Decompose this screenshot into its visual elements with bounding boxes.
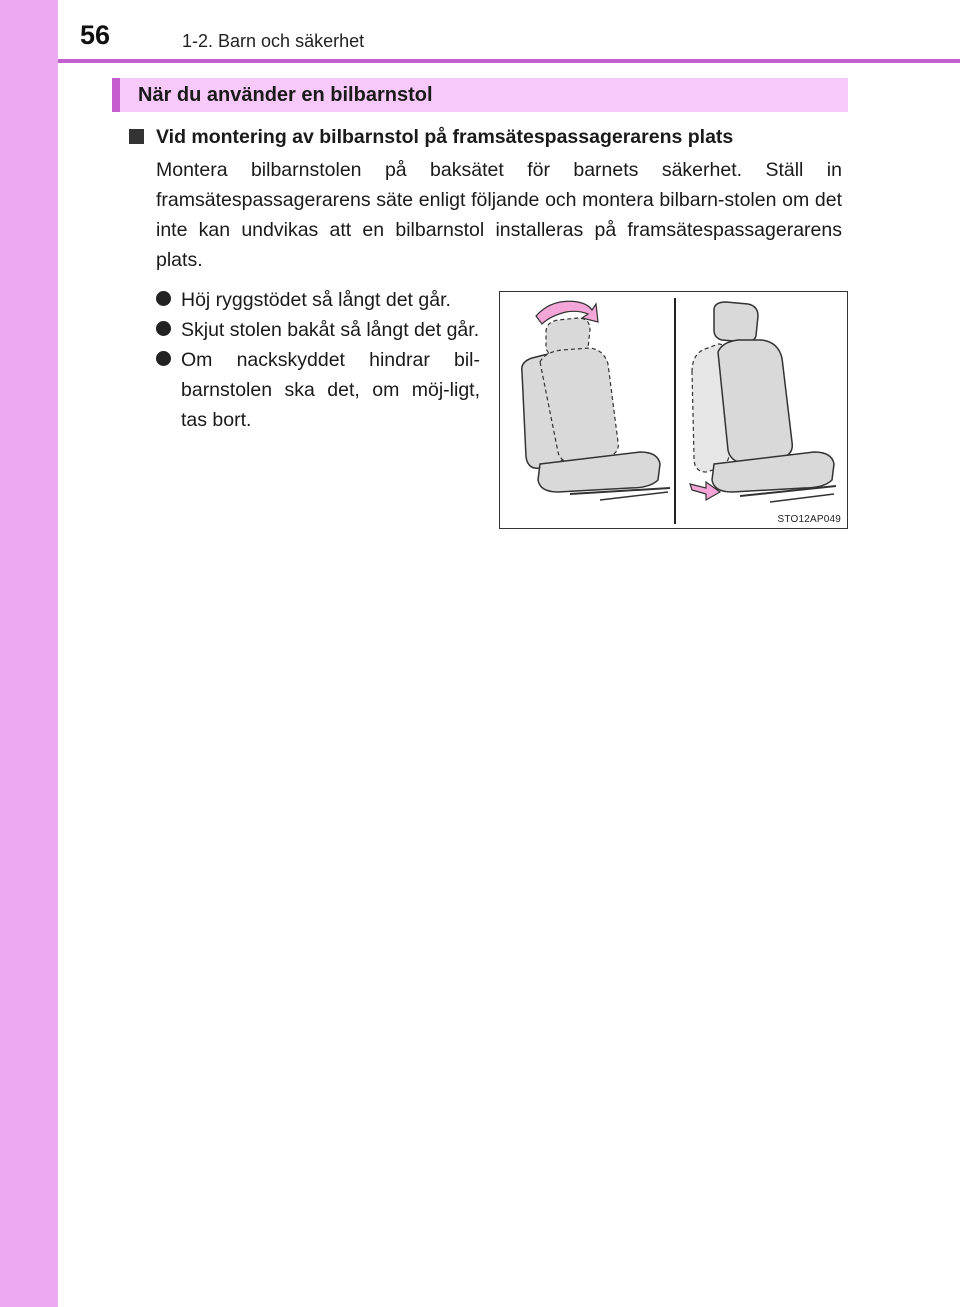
instruction-list: [156, 285, 480, 435]
list-item: [156, 315, 480, 345]
subsection-title: Vid montering av bilbarnstol på framsätespassagerarens plats: [156, 126, 734, 148]
section-heading-box: [112, 78, 848, 112]
headrest-shape-right: [714, 302, 758, 342]
round-bullet-icon: [156, 351, 171, 366]
list-item: [156, 285, 480, 315]
list-item: [156, 345, 480, 435]
seat-back-right: [718, 340, 792, 464]
seat-cushion-right: [712, 452, 834, 492]
running-head: 1-2. Barn och säkerhet: [182, 31, 365, 51]
header-rule: [58, 59, 960, 63]
right-seat-drawing: [690, 302, 836, 502]
seat-adjustment-illustration: [499, 291, 848, 529]
subsection-heading: [129, 126, 849, 149]
page-number: 56: [80, 20, 111, 50]
body-paragraph: Montera bilbarnstolen på baksätet för barnets säkerhet. Ställ in framsätespassagerarens säte enligt följande och montera bilbarn-stolen om det inte kan undvikas att en bilbarnstol installeras på framsätespassagerarens plats.: [156, 159, 842, 271]
round-bullet-icon: [156, 321, 171, 336]
seat-rail-lower: [600, 492, 668, 500]
left-seat-drawing: [522, 301, 670, 500]
seat-rail-right-lower: [770, 494, 834, 502]
list-item-text: Om nackskyddet hindrar bil-barnstolen ska det, om möj-ligt, tas bort.: [181, 349, 480, 431]
list-item-text: Höj ryggstödet så långt det går.: [181, 289, 451, 311]
seat-illustration-svg: [500, 292, 846, 527]
figure-code: STO12AP049: [777, 514, 841, 525]
round-bullet-icon: [156, 291, 171, 306]
side-tab-bar: [0, 0, 58, 1307]
section-title: När du använder en bilbarnstol: [138, 84, 433, 106]
square-bullet-icon: [129, 129, 144, 144]
list-item-text: Skjut stolen bakåt så långt det går.: [181, 319, 480, 341]
